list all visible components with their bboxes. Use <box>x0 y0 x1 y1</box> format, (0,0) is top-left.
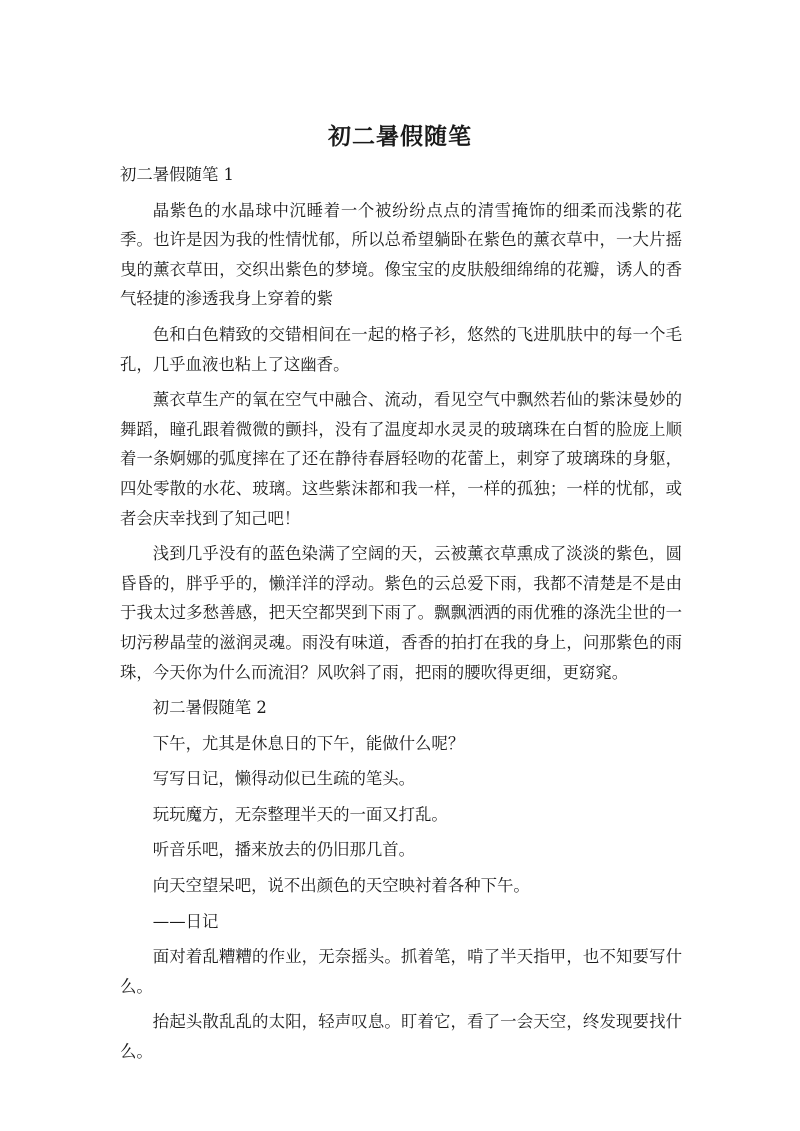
paragraph: 薰衣草生产的氧在空气中融合、流动，看见空气中飘然若仙的紫沫曼妙的舞蹈，瞳孔跟着微微的颤抖，没有了温度却水灵灵的玻璃珠在白皙的脸庞上顺着一条婀娜的弧度摔在了还在静待春唇轻吻的花蕾上，刺穿了玻璃珠的身躯，四处零散的水花、玻璃。这些紫沫都和我一样，一样的孤独；一样的忧郁，或者会庆幸找到了知己吧！ <box>120 390 682 528</box>
paragraph: 听音乐吧，播来放去的仍旧那几首。 <box>152 840 416 860</box>
paragraph: 下午，尤其是休息日的下午，能做什么呢？ <box>152 733 465 753</box>
paragraph: 色和白色精致的交错相间在一起的格子衫，悠然的飞进肌肤中的每一个毛孔，几乎血液也粘上了这幽香。 <box>120 324 682 374</box>
paragraph: 晶紫色的水晶球中沉睡着一个被纷纷点点的清雪掩饰的细柔而浅紫的花季。也许是因为我的性情忧郁，所以总希望躺卧在紫色的薰衣草中，一大片摇曳的薰衣草田，交织出紫色的梦境。像宝宝的皮肤般细绵绵的花瓣，诱人的香气轻捷的渗透我身上穿着的紫 <box>120 200 682 309</box>
paragraph: 浅到几乎没有的蓝色染满了空阔的天，云被薰衣草熏成了淡淡的紫色，圆昏昏的，胖乎乎的，懒洋洋的浮动。紫色的云总爱下雨，我都不清楚是不是由于我太过多愁善感，把天空都哭到下雨了。飘飘洒洒的雨优雅的涤洗尘世的一切污秽晶莹的滋润灵魂。雨没有味道，香香的拍打在我的身上，问那紫色的雨珠，今天你为什么而流泪？风吹斜了雨，把雨的腰吹得更细，更窈窕。 <box>120 544 682 682</box>
paragraph-section-heading-1: 初二暑假随笔 1 <box>120 165 234 184</box>
paragraph-section-heading-2: 初二暑假随笔 2 <box>152 698 267 718</box>
paragraph: 面对着乱糟糟的作业，无奈摇头。抓着笔，啃了半天指甲，也不知要写什么。 <box>120 947 682 996</box>
document-title: 初二暑假随笔 <box>328 124 472 150</box>
paragraph: 抬起头散乱乱的太阳，轻声叹息。盯着它，看了一会天空，终发现要找什么。 <box>120 1012 682 1062</box>
paragraph: 玩玩魔方，无奈整理半天的一面又打乱。 <box>152 804 448 824</box>
paragraph: ——日记 <box>152 911 219 931</box>
document-body <box>120 160 682 1073</box>
paragraph: 向天空望呆吧，说不出颜色的天空映衬着各种下午。 <box>152 876 530 896</box>
paragraph: 写写日记，懒得动似已生疏的笔头。 <box>152 769 416 789</box>
